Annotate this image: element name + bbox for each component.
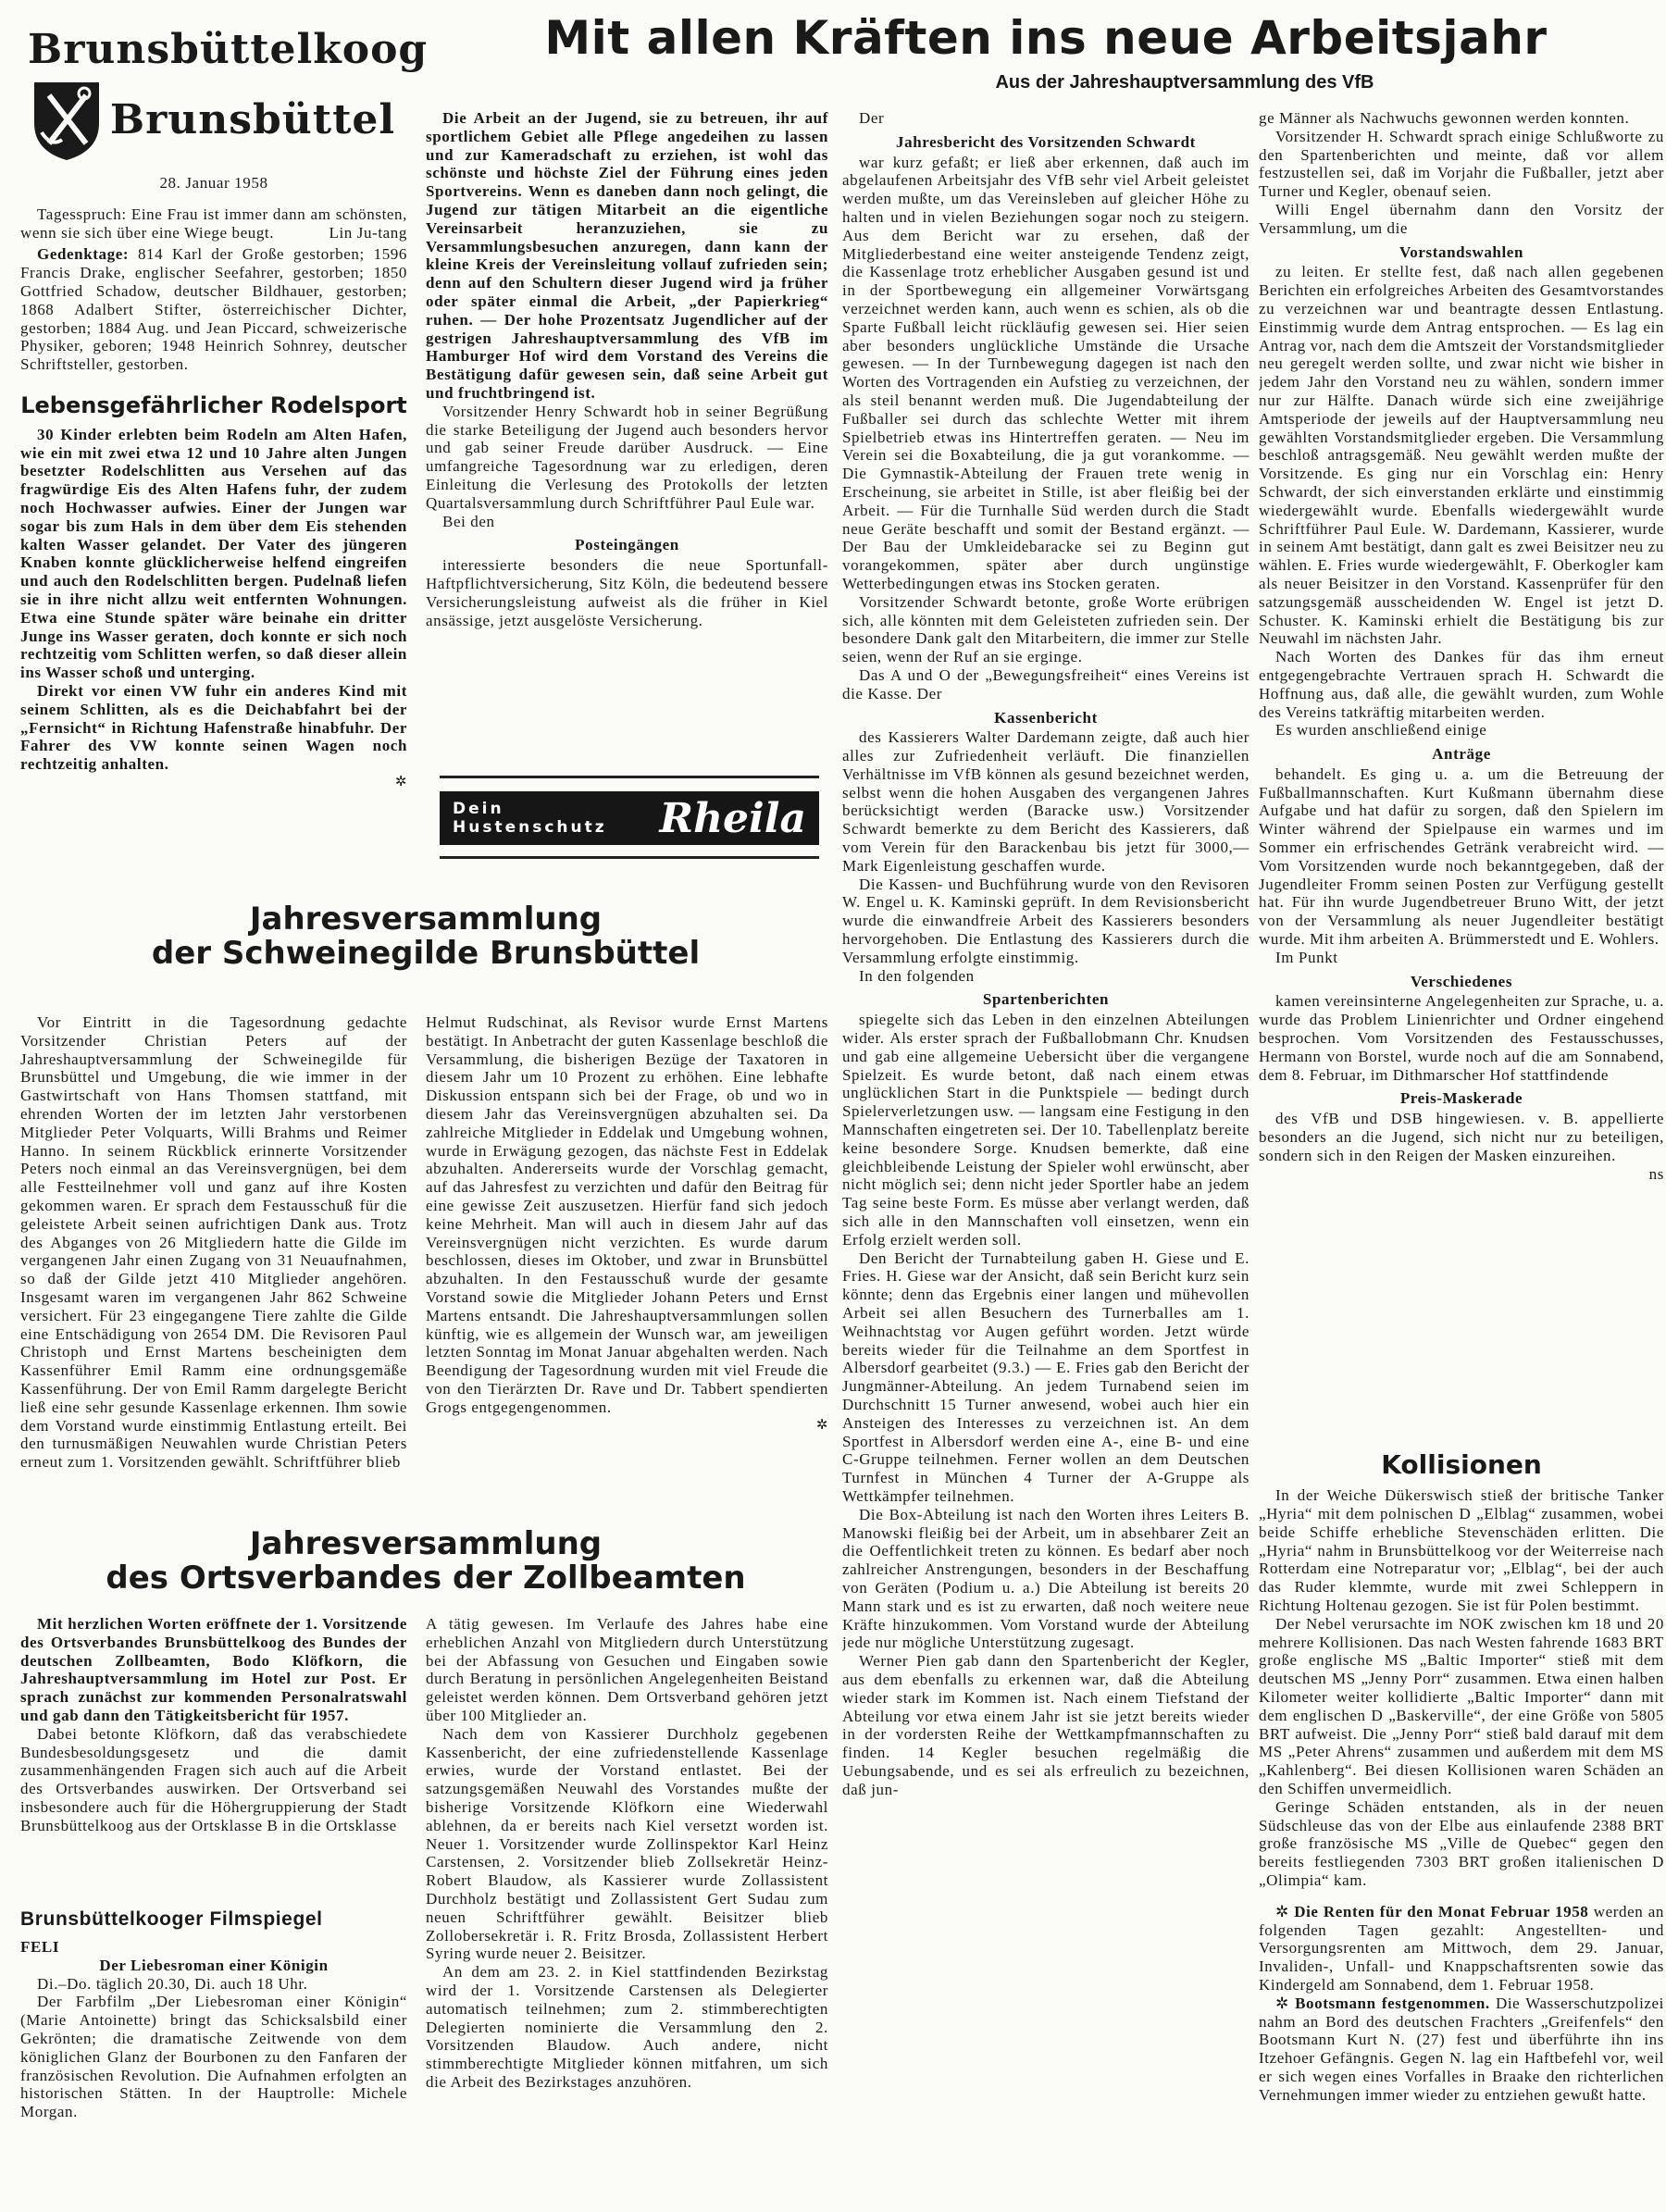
film-description: Der Farbfilm „Der Liebesroman einer Königin“ (Marie Antoinette) bringt das Schicksalsbild einer Gekrönten; die dramatische Zeitwende von dem königlichen Glanz der Bourbonen zu den Fanfaren der französischen Revolution. Die Aufnahmen erfolgten an historischen Stätten. In der Hauptrolle: Michele Morgan.	[20, 1993, 407, 2121]
kollisionen-paragraph: Geringe Schäden entstanden, als in der neuen Südschleuse das von der Elbe aus einlaufende 2388 BRT große französische MS „Ville de Quebec“ gegen den bereits festliegenden 7303 BRT großen italienischen D „Olimpia“ kam.	[1259, 1797, 1664, 1889]
schweinegilde-paragraph: Helmut Rudschinat, als Revisor wurde Ernst Martens bestätigt. In Anbetracht der guten Kassenlage beschloß die Versammlung, die bisherigen Bezüge der Taxatoren in diesem Jahr um 10 Prozent zu erhöhen. Eine lebhafte Diskussion entspann sich bei der Frage, ob und wo in diesem Jahr das Vereinsvergnügen abzuhalten sei. Da zahlreiche Mitglieder in Eddelak und Umgebung wohnen, wurde in Erwägung gezogen, das nächste Fest in Eddelak abzuhalten. Andererseits wurde der Vorschlag gemacht, auf das Jahresfest zu verzichten und dafür den Beitrag für eine gewisse Zeit auszusetzen. Hierfür fand sich jedoch keine Mehrheit. Man will auch in diesem Jahr auf das Vereinsvergnügen nicht verzichten. Es wurde darum beschlossen, dieses im Oktober, und zwar in Brunsbüttel abzuhalten. In den Festausschuß wurde der gesamte Vorstand sowie die Mitglieder Johann Peters und Ernst Martens entsandt. Die Jahreshauptversammlungen sollen künftig, wie es allgemein der Wunsch war, am jeweiligen letzten Sonntag im Monat Januar abgehalten werden. Nach Beendigung der Tagesordnung wurden mit viel Freude die von den Tierärzten Dr. Rave und Dr. Tabbert spendierten Grogs entgegengenommen.	[426, 1013, 828, 1416]
vfb-paragraph: Es wurden anschließend einige	[1275, 721, 1487, 739]
vfb-paragraph: behandelt. Es ging u. a. um die Betreuung der Fußballmannschaften. Kurt Kußmann übernahm diese Aufgabe und hat dafür zu sorgen, daß den Spielern im Winter während der Spielpause ein warmes und im Sommer ein erfrischendes Getränk verabreicht wird. — Vom Vorsitzenden wurde noch bekanntgegeben, daß der Jugendleiter Fromm seinen Posten zur Verfügung gestellt hat. Für ihn wurde Jugendbetreuer Bruno Witt, der jetzt von der Versammlung als neuer Jugendleiter bestätigt wurde. Mit ihm arbeiten A. Brümmerstedt und E. Wohlers.	[1259, 764, 1664, 949]
gedenktage	[20, 245, 407, 374]
vfb-headline: Mit allen Kräften ins neue Arbeitsjahr	[544, 11, 1548, 65]
crest-anchor-icon	[31, 77, 103, 162]
tagesspruch	[20, 205, 407, 242]
vfb-paragraph: interessierte besonders die neue Sportunfall-Haftpflichtversicherung, Sitz Köln, die bedeutend bessere Versicherungsleistung aufweist als die früher in Kiel ansässige, jetzt ausgelöste Versicherung.	[426, 556, 828, 629]
gedenktage-label: Gedenktage:	[37, 245, 130, 264]
vfb-column-1	[426, 109, 828, 757]
ad-rule	[440, 776, 819, 778]
vfb-subhead: Spartenberichten	[982, 990, 1110, 1009]
vfb-subhead: Posteingängen	[575, 536, 679, 554]
zoll-title-line2: des Ortsverbandes der Zollbeamten	[106, 1559, 746, 1597]
vfb-subhead: Kassenbericht	[994, 708, 1098, 727]
zoll-paragraph: A tätig gewesen. Im Verlaufe des Jahres habe eine erheblichen Anzahl von Mitgliedern durch Unterstützung bei der Abfassung von Gesuchen und Eingaben sowie durch Beratung in persönlichen Angelegenheiten Beistand geleistet werden können. Dem Ortsverband gehören jetzt über 100 Mitglieder an.	[426, 1615, 828, 1724]
vfb-subhead: Verschiedenes	[1410, 972, 1513, 990]
bootsmann-text: Die Wasserschutzpolizei nahm an Bord des deutschen Frachters „Greifenfels“ den Bootsmann Kurt N. (27) fest und überführte ihn ins Itzehoer Gefängnis. Gegen N. lag ein Haftbefehl vor, weil er sich wegen eines Vorfalles in Braake den richterlichen Vernehmungen immer wieder zu entziehen gewußt hatte.	[1259, 1994, 1664, 2104]
vfb-paragraph: Die Arbeit an der Jugend, sie zu betreuen, ihr auf sportlichem Gebiet alle Pflege angedeihen zu lassen und zur Kameradschaft zu erziehen, ist wohl das schönste und höchste Ziel der Führung eines jeden Sportvereins. Wenn es daneben dann noch gelingt, die Jugend zur tätigen Mitarbeit an die eigentliche Vereinsarbeit heranzuziehen, sie zu Versammlungsbesuchen anzuregen, dann kann der kleine Kreis der Vereinsleitung vollauf zufrieden sein; denn auf den Schultern dieser Jugend wird ja früher oder später einmal die Arbeit, „der Papierkrieg“ ruhen. — Der hohe Prozentsatz Jugendlicher auf der gestrigen Jahreshauptversammlung des VfB im Hamburger Hof wird dem Vorstand des Vereins die Bestätigung dafür gewesen sein, daß seine Arbeit gut und fruchtbringend ist.	[426, 109, 828, 402]
kollisionen-title: Kollisionen	[1381, 1451, 1542, 1480]
rodel-paragraph: 30 Kinder erlebten beim Rodeln am Alten Hafen, wie ein mit zwei etwa 12 und 10 Jahre alten Jungen besetzter Rodelschlitten aus Versehen auf das fragwürdige Eis des Alten Hafens fuhr, der zudem noch Hochwasser aufwies. Einer der Jungen war sogar bis zum Hals in dem über dem Eis stehenden kalten Wasser gelandet. Der Vater des jüngeren Knaben konnte glücklicherweise helfend eingreifen und auch den Rodelschlitten bergen. Pudelnaß liefen sie in ihre nicht allzu weit entfernten Wohnungen. Etwa eine Stunde später wäre beinahe ein dritter Junge ins Wasser geraten, doch konnte er sich noch rechtzeitig vom Schlitten werfen, so daß dieser allein ins Wasser schoß und unterging.	[20, 425, 407, 682]
rodel-paragraph: Direkt vor einen VW fuhr ein anderes Kind mit seinem Schlitten, als es die Deichabfahrt bei der „Fernsicht“ in Richtung Hafenstraße hinabfuhr. Der Fahrer des VW konnte seinen Wagen noch rechtzeitig anhalten.	[20, 682, 407, 774]
vfb-paragraph: Vorsitzender Schwardt betonte, große Worte erübrigen sich, alle könnten mit dem Geleisteten zufrieden sein. Der besondere Dank galt den Mitarbeitern, die immer zur Stelle seien, wenn der Ruf an sie erginge.	[842, 592, 1250, 666]
vfb-paragraph: war kurz gefaßt; er ließ aber erkennen, daß auch im abgelaufenen Arbeitsjahr des VfB sehr viel Arbeit geleistet werden mußte, um das Vereinsleben auf gleicher Höhe zu halten und in vielen Beziehungen sogar noch zu steigern. Aus dem Bericht war zu ersehen, daß der Mitgliederbestand eine weiter ansteigende Tendenz zeigt, die Kassenlage trotz erheblicher Ausgaben gesund ist und in der Sportbewegung ein allgemeiner Vorwärtsgang verzeichnet werden kann, auch wenn es schien, als ob die Sparte Fußball leicht rückläufig gewesen sei. Hier seien aber besonders unglückliche Umstände die Ursache gewesen. — In der Turnbewegung dagegen ist nach den Worten des Vortragenden ein Aufstieg zu verzeichnen, der als steil benannt werden muß. Die Jugendabteilung der Fußballer sei durch das schlechte Wetter mit ihrem Spielbetrieb etwas ins Hintertreffen geraten. — Neu im Verein sei die Boxabteilung, die ja gut vorankomme. — Die Gymnastik-Abteilung der Frauen trete wenig in Erscheinung, sie arbeitet in Stille, ist aber fleißig bei der Arbeit. — Für die Turnhalle Süd werden durch die Stadt neue Geräte beschafft und somit der Bestand ergänzt. — Der Bau der Umkleidebaracke sei zu Beginn gut vorangekommen, später aber durch ungünstige Wetterbedingungen etwas ins Stocken geraten.	[842, 153, 1250, 592]
vfb-paragraph: Nach Worten des Dankes für das ihm erneut entgegengebrachte Vertrauen sprach H. Schwardt die Hoffnung aus, daß alle, die gewählt wurden, zum Wohle des Vereins tatkräftig mitarbeiten werden.	[1259, 648, 1664, 721]
masthead-line2: Brunsbüttel	[109, 95, 396, 143]
zoll-title	[19, 1527, 833, 1595]
renten-notice	[1259, 1903, 1664, 1995]
vfb-paragraph: Werner Pien gab dann den Spartenbericht der Kegler, aus dem ebenfalls zu erkennen war, daß die Abteilung wieder stark im Kommen ist. Nach einem Tiefstand der Abteilung vor etwa einem Jahr ist sie jetzt bereits wieder in der vordersten Reihe der Wettkampfmannschaften zu finden. 14 Kegler besuchen regelmäßig die Uebungsabende, und es sei als erfreulich zu bezeichnen, daß jun-	[842, 1652, 1250, 1798]
kollisionen-paragraph: Der Nebel verursachte im NOK zwischen km 18 und 20 mehrere Kollisionen. Das nach Westen fahrende 1683 BRT große englische MS „Baltic Importer“ stieß mit dem deutschen MS „Jenny Porr“ zusammen. Etwa einen halben Kilometer weiter kollidierte „Baltic Importer“ dann mit dem englischen D „Baskerville“, der eine Größe von 5805 BRT aufweist. Die „Jenny Porr“ stieß bald darauf mit dem MS „Peter Ahrens“ zusammen und außerdem mit dem MS „Kahlenberg“. Bei diesen Kollisionen waren Schäden an den Schiffen unvermeidlich.	[1259, 1614, 1664, 1797]
gedenktage-text: 814 Karl der Große gestorben; 1596 Francis Drake, englischer Seefahrer, gestorben; 1850 Gottfried Schadow, deutscher Bildhauer, gestorben; 1868 Adalbert Stifter, österreichischer Dichter, gestorben; 1884 Aug. und Jean Piccard, schweizerische Physiker, geboren; 1948 Heinrich Sohnrey, deutscher Schriftsteller, gestorben.	[20, 245, 407, 374]
zoll-paragraph: Mit herzlichen Worten eröffnete der 1. Vorsitzende des Ortsverbandes Brunsbüttelkoog des Bundes der deutschen Zollbeamten, Bodo Klöfkorn, die Jahreshauptversammlung im Hotel zur Post. Er sprach zunächst zur kommenden Personalratswahl und gab dann den Tätigkeitsbericht für 1957.	[20, 1615, 407, 1724]
schweinegilde-title	[19, 902, 833, 970]
vfb-paragraph: Vorsitzender Henry Schwardt hob in seiner Begrüßung die starke Beteiligung der Jugend auch besonders hervor und gab seiner Freude darüber Ausdruck. — Eine umfangreiche Tagesordnung war zu erledigen, deren Einleitung die Verlesung des Protokolls der letzten Quartalsversammlung durch Schriftführer Paul Eule war.	[426, 402, 828, 512]
vfb-column-2	[842, 109, 1250, 2208]
masthead-logo	[28, 23, 429, 162]
bootsmann-notice	[1259, 1995, 1664, 2105]
vfb-paragraph: des VfB und DSB hingewiesen. v. B. appellierte besonders an die Jugend, sich nicht nur zu beteiligen, sondern sich in den Reigen der Masken einzureihen.	[1259, 1110, 1664, 1164]
vfb-subhead: Jahresbericht des Vorsitzenden Schwardt	[896, 132, 1196, 151]
film-cinema: FELI	[20, 1938, 60, 1956]
vfb-subhead: Vorstandswahlen	[1399, 242, 1524, 261]
issue-date: 28. Januar 1958	[159, 174, 268, 192]
zoll-paragraph: Dabei betonte Klöfkorn, daß das verabschiedete Bundesbesoldungsgesetz und die damit zusammenhängenden Fragen sich auch auf die Arbeit des Ortsverbandes auswirken. Der Ortsverband sei insbesondere auch für die Höhergruppierung der Stadt Brunsbüttelkoog aus der Ortsklasse B in die Ortsklasse	[20, 1724, 407, 1834]
film-title: Brunsbüttelkooger Filmspiegel	[20, 1908, 323, 1930]
left-column	[20, 174, 407, 845]
vfb-paragraph: ge Männer als Nachwuchs gewonnen werden konnten.	[1259, 109, 1630, 127]
zoll-column-2	[426, 1615, 828, 2207]
schweinegilde-title-line1: Jahresversammlung	[249, 901, 603, 938]
star-ornament-icon: ✲	[1275, 1902, 1295, 1920]
film-times: Di.–Do. täglich 20.30, Di. auch 18 Uhr.	[37, 1974, 308, 1993]
vfb-paragraph: In den folgenden	[859, 966, 975, 985]
ad-brand: Rheila	[659, 794, 806, 842]
vfb-subhead: Anträge	[1432, 745, 1491, 764]
vfb-paragraph: Bei den	[442, 512, 495, 530]
schweinegilde-column-1	[20, 1013, 407, 1495]
star-ornament-icon: ✲	[394, 775, 407, 790]
tagesspruch-label: Tagesspruch:	[37, 205, 127, 223]
rheila-advertisement[interactable]	[440, 791, 819, 845]
ad-line2: Hustenschutz	[453, 818, 607, 837]
vfb-paragraph: spiegelte sich das Leben in den einzelnen Abteilungen wider. Als erster sprach der Fußballobmann Chr. Knudsen und gab eine allgemeine Uebersicht über die vergangene Spielzeit. Es wurde betont, daß nach einem etwas unglücklichen Start in die Punktspiele — bedingt durch Spielerverletzungen usw. — langsam eine Festigung in den Mannschaften eingetreten sei. Der 10. Tabellenplatz bereite keine besondere Sorge. Knudsen bemerkte, daß eine gleichbleibende Leistung der Spieler wohl erwünscht, aber nicht möglich sei; denn nicht jeder Sportler habe an jedem Tag seine beste Form. Es müsse aber verlangt werden, daß sich alle in den Mannschaften voll einsetzen, wenn ein Erfolg erzielt werden soll.	[842, 1011, 1250, 1249]
renten-text: werden an folgenden Tagen gezahlt: Angestellten- und Versorgungsrenten am Mittwoch, dem 29. Januar, Invaliden-, Unfall- und Knappschaftsrenten sowie das Kindergeld am Sonnabend, dem 1. Februar 1958.	[1259, 1902, 1664, 1994]
masthead-line1: Brunsbüttelkoog	[28, 26, 429, 73]
vfb-signature: ns	[1648, 1164, 1664, 1183]
vfb-paragraph: Den Bericht der Turnabteilung gaben H. Giese und E. Fries. H. Giese war der Ansicht, daß sein Bericht kurz sein könnte; denn das Ergebnis einer langen und mühevollen Arbeit sei allen Besuchern des Turnerballes am 1. Weihnachtstag vor Augen geführt worden. Jetzt würde bereits wieder für die Teilnahme an dem Sportfest in Albersdorf gearbeitet (9.3.) — E. Fries gab den Bericht der Jungmänner-Abteilung. An jedem Turnabend seien im Durchschnitt 15 Turner anwesend, wobei auch hier ein Ansteigen des Interesses zu verzeichnen ist. An dem Sportfest in Albersdorf werden eine A-, eine B- und eine C-Gruppe teilnehmen. Ferner wollen an dem Deutschen Turnfest in München 4 Turner der A-Gruppe als Wettkämpfer teilnehmen.	[842, 1249, 1250, 1505]
vfb-paragraph: des Kassierers Walter Dardemann zeigte, daß auch hier alles zur Zufriedenheit verläuft. Die finanziellen Verhältnisse im VfB können als gesund bezeichnet werden, selbst wenn die hohen Ausgaben des vergangenen Jahres berücksichtigt werden (Baracke usw.) Vorsitzender Schwardt bemerkte zu dem Bericht des Kassierers, daß vom Verein für den Barackenbau bis jetzt für 3000,— Mark Eigenleistung geschaffen wurde.	[842, 728, 1250, 875]
vfb-paragraph: Der	[859, 109, 885, 127]
vfb-subhead: Preis-Maskerade	[1399, 1089, 1523, 1108]
vfb-paragraph: Vorsitzender H. Schwardt sprach einige Schlußworte zu den Spartenberichten und meinte, daß vor allem festzustellen sei, daß im Vorjahr die Fußballer, jetzt aber Turner und Kegler, obenauf seien.	[1259, 127, 1664, 201]
vfb-paragraph: Die Kassen- und Buchführung wurde von den Revisoren W. Engel u. K. Kaminski geprüft. In dem Revisionsbericht wurde die einwandfreie Arbeit des Kassierers besonders hervorgehoben. Die Entlastung des Kassierers durch die Versammlung erfolgte einstimmig.	[842, 875, 1250, 966]
vfb-paragraph: Die Box-Abteilung ist nach den Worten ihres Leiters B. Manowski fleißig bei der Arbeit, um in absehbarer Zeit an die Oeffentlichkeit treten zu können. Es bedarf aber noch zahlreicher Anstrengungen, besonders in der Beschaffung von Geräten (Podium u. a.) Die Abteilung ist bereits 20 Mann stark und es ist zu erwarten, daß noch weitere neue Kräfte hinzukommen. Vom Vorstand wurde der Abteilung jede nur mögliche Unterstützung zugesagt.	[842, 1505, 1250, 1652]
bootsmann-lead: Bootsmann festgenommen.	[1295, 1994, 1490, 2012]
schweinegilde-title-line2: der Schweinegilde Brunsbüttel	[151, 934, 701, 972]
vfb-paragraph: Willi Engel übernahm dann den Vorsitz der Versammlung, um die	[1259, 200, 1664, 237]
zoll-column-1	[20, 1615, 407, 1897]
renten-lead: Die Renten für den Monat Februar 1958	[1294, 1902, 1589, 1920]
news-column-right	[1259, 1451, 1664, 2208]
tagesspruch-author: Lin Ju-tang	[329, 223, 407, 242]
star-ornament-icon: ✲	[1275, 1994, 1296, 2012]
kollisionen-paragraph: In der Weiche Dükerswisch stieß der britische Tanker „Hyria“ mit dem polnischen D „Elblag“ zusammen, wobei beide Schiffe erhebliche Stevenschäden erlitten. Die „Hyria“ nahm in Brunsbüttelkoog vor der Weiterreise nach Rotterdam eine Notreparatur vor; „Elblag“, bei der auch das Ruder klemmte, wurde mit zwei Schleppern in Richtung Holtenau gezogen. Sie ist für Polen bestimmt.	[1259, 1486, 1664, 1615]
rodel-title: Lebensgefährlicher Rodelsport	[20, 391, 407, 418]
vfb-subheadline: Aus der Jahreshauptversammlung des VfB	[995, 72, 1374, 93]
zoll-paragraph: An dem am 23. 2. in Kiel stattfindenden Bezirkstag wird der 1. Vorsitzende Carstensen als Delegierter automatisch teilnehmen; zum 2. stimmberechtigten Delegierten nominierte die Versammlung den 2. Vorsitzenden Blaudow. Auch andere, nicht stimmberechtigte Mitglieder können mitfahren, um sich die Arbeit des Bezirkstages anzuhören.	[426, 1963, 828, 2091]
filmspiegel	[20, 1907, 407, 2208]
vfb-paragraph: kamen vereinsinterne Angelegenheiten zur Sprache, u. a. wurde das Problem Linienrichter und Ordner eingehend besprochen. Vom Vorsitzenden des Festausschusses, Hermann von Borstel, wurde noch auf die am Sonnabend, dem 8. Februar, im Dithmarscher Hof stattfindende	[1259, 992, 1664, 1084]
schweinegilde-paragraph: Vor Eintritt in die Tagesordnung gedachte Vorsitzender Christian Peters auf der Jahreshauptversammlung der Schweinegilde für Brunsbüttel und Umgebung, die wie immer in der Gastwirtschaft von Hans Thomsen stattfand, mit ehrenden Worten der im letzten Jahr verstorbenen Mitglieder Peter Volquarts, Willi Brahms und Reimer Hanno. In seinem Rückblick erinnerte Vorsitzender Peters noch einmal an das Vereinsvergnügen, bei dem alle Festteilnehmer voll und ganz auf ihre Kosten gekommen waren. Er sprach dem Festausschuß für die geleistete Arbeit seinen aufrichtigen Dank aus. Trotz des Abganges von 26 Mitgliedern hatte die Gilde im vergangenen Jahr einen Zugang von 31 Neuaufnahmen, so daß der Gilde jetzt 410 Mitglieder angehören. Insgesamt waren im vergangenen Jahr 862 Schweine versichert. Für 23 eingegangene Tiere zahlte die Gilde eine Entschädigung von 2654 DM. Die Revisoren Paul Christoph und Ernst Martens bescheinigten dem Kassenführer Emil Ramm eine ordnungsgemäße Kassenführung. Der von Emil Ramm dargelegte Bericht ließ eine sehr gesunde Kassenlage erkennen. Ihm sowie dem Vorstand wurde einstimmig Entlastung erteilt. Bei den turnusmäßigen Neuwahlen wurde Christian Peters erneut zum 1. Vorsitzenden gewählt. Schriftführer blieb	[20, 1013, 407, 1472]
tagesspruch-text: Eine Frau ist immer dann am schönsten, wenn sie sich über eine Wiege beugt.	[20, 205, 407, 242]
schweinegilde-column-2	[426, 1013, 828, 1495]
ad-rule	[440, 856, 819, 859]
zoll-paragraph: Nach dem von Kassierer Durchholz gegebenen Kassenbericht, der eine zufriedenstellende Kassenlage erwies, wurde der Vorstand entlastet. Bei der satzungsgemäßen Neuwahl des Vorstandes mußte der bisherige Vorsitzende Klöfkorn eine Wiederwahl ablehnen, da er bereits nach Kiel versetzt worden ist. Neuer 1. Vorsitzender wurde Zollinspektor Karl Heinz Carstensen, 2. Vorsitzender blieb Zollsekretär Heinz-Robert Blaudow, als Kassierer wurde Zollassistent Durchholz bestätigt und Zollassistent Gert Sudau zum neuen Schriftführer gewählt. Beisitzer blieb Zollobersekretär i. R. Fritz Brosda, Zollassistent Herbert Syring wurde neuer 2. Beisitzer.	[426, 1724, 828, 1963]
vfb-paragraph: zu leiten. Er stellte fest, daß nach allen gegebenen Berichten ein erfolgreiches Arbeiten des Gesamtvorstandes zu verzeichnen war und beantragte dessen Entlastung. Einstimmig wurde dem Antrag entsprochen. — Es lag ein Antrag vor, nach dem die Amtszeit der Vorstandsmitglieder neu geregelt werden sollte, und zwar nicht wie bisher in jedem Jahr den Vorstand neu zu wählen, sondern immer nur zur Hälfte. Danach würde sich eine zweijährige Amtsperiode der jeweils auf der Hauptversammlung neu gewählten Vorstandsmitglieder ergeben. Die Versammlung beschloß antragsgemäß. Neu gewählt werden mußte der Vorsitzende. Es ging nur ein Vorschlag ein: Henry Schwardt, der sich einverstanden erklärte und einstimmig wiedergewählt wurde. Ebenfalls wiedergewählt wurde Schriftführer Paul Eule. W. Dardemann, Kassierer, wurde in seinem Amt bestätigt, dann galt es zwei Beisitzer neu zu wählen. E. Fries wurde wiedergewählt, F. Oberkogler kam als neuer Beisitzer in den Vorstand. Kassenprüfer für den satzungsgemäß ausscheidenden W. Engel ist jetzt D. Schuster. K. Kaminski erhielt die Bestätigung bis zur Neuwahl im nächsten Jahr.	[1259, 263, 1664, 648]
vfb-paragraph: Im Punkt	[1275, 948, 1338, 966]
vfb-column-3	[1259, 109, 1664, 1442]
vfb-paragraph: Das A und O der „Bewegungsfreiheit“ eines Vereins ist die Kasse. Der	[842, 665, 1250, 702]
ad-line1: Dein	[453, 800, 504, 818]
film-movie-title: Der Liebesroman einer Königin	[99, 1956, 329, 1974]
zoll-title-line1: Jahresversammlung	[249, 1525, 603, 1562]
star-ornament-icon: ✲	[815, 1417, 828, 1433]
